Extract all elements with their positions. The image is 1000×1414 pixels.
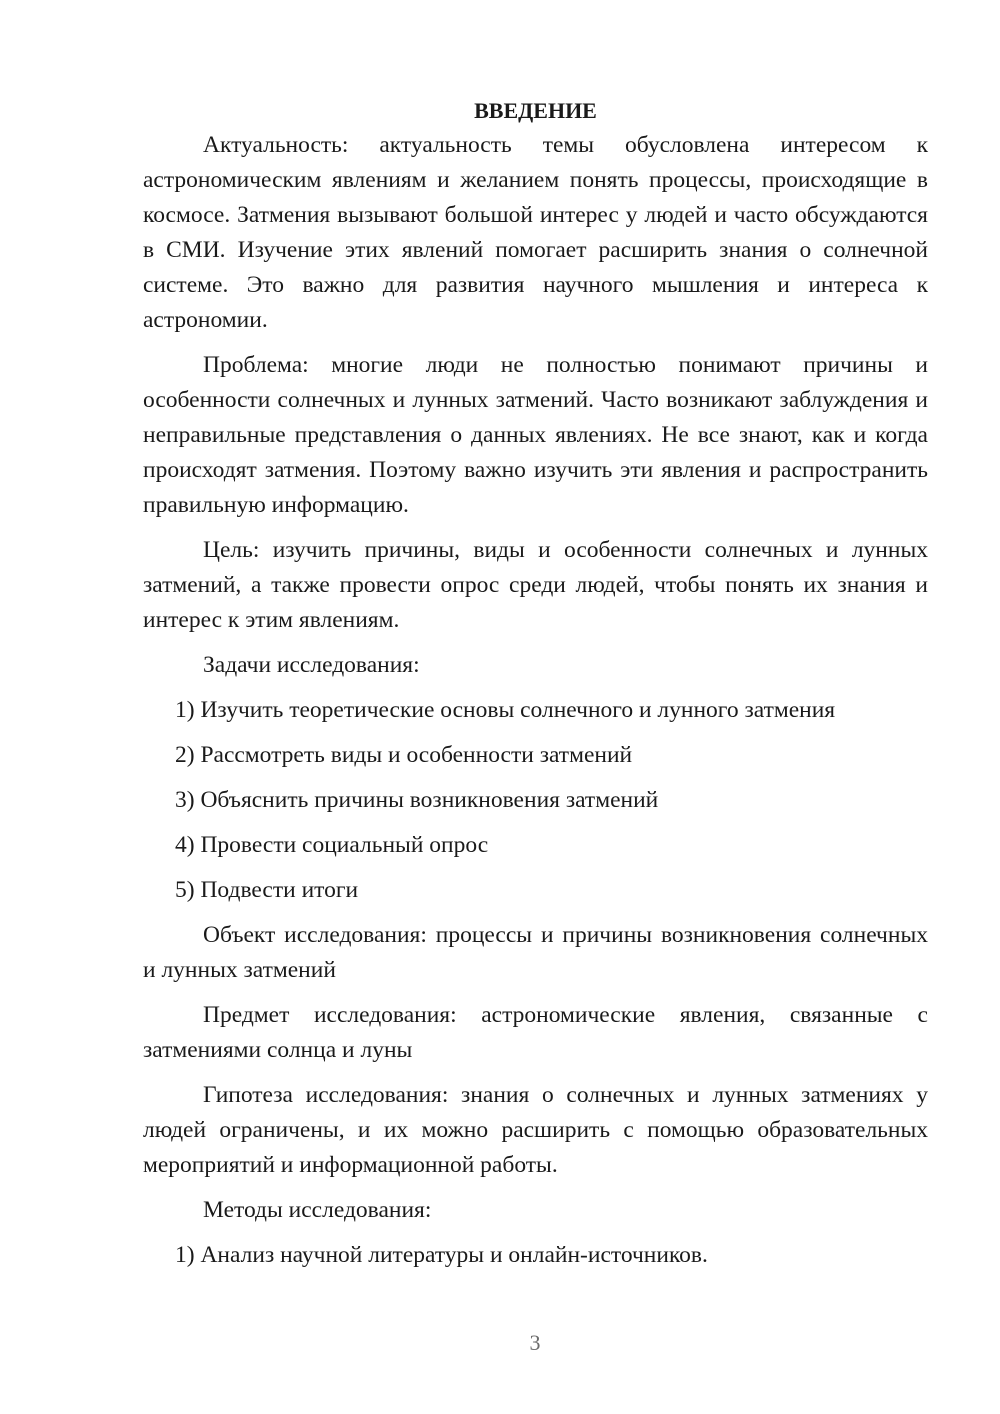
- method-item: 1) Анализ научной литературы и онлайн-источников.: [175, 1242, 708, 1268]
- task-item: 4) Провести социальный опрос: [175, 832, 489, 858]
- subject-paragraph: Предмет исследования: астрономические явления, связанные с затмениями солнца и луны: [143, 1002, 928, 1063]
- tasks-list: [143, 693, 928, 908]
- task-item: 2) Рассмотреть виды и особенности затмений: [175, 742, 633, 768]
- page-number: 3: [529, 1330, 541, 1355]
- tasks-heading: Задачи исследования:: [203, 652, 420, 678]
- page-content: [143, 93, 928, 1273]
- section-title: ВВЕДЕНИЕ: [474, 98, 597, 123]
- object-paragraph: Объект исследования: процессы и причины возникновения солнечных и лунных затмений: [143, 922, 928, 983]
- hypothesis-paragraph: Гипотеза исследования: знания о солнечных и лунных затмениях у людей ограничены, и их можно расширить с помощью образовательных мероприятий и информационной работы.: [143, 1082, 928, 1178]
- task-item: 1) Изучить теоретические основы солнечного и лунного затмения: [175, 697, 836, 723]
- methods-heading: Методы исследования:: [203, 1197, 432, 1223]
- problem-paragraph: Проблема: многие люди не полностью понимают причины и особенности солнечных и лунных затмений. Часто возникают заблуждения и неправильные представления о данных явлениях. Не все знают, как и когда происходят затмения. Поэтому важно изучить эти явления и распространить правильную информацию.: [143, 352, 928, 518]
- methods-list: [143, 1238, 928, 1273]
- task-item: 3) Объяснить причины возникновения затмений: [175, 787, 659, 813]
- relevance-paragraph: Актуальность: актуальность темы обусловлена интересом к астрономическим явлениям и желанием понять процессы, происходящие в космосе. Затмения вызывают большой интерес у людей и часто обсуждаются в СМИ. Изучение этих явлений помогает расширить знания о солнечной системе. Это важно для развития научного мышления и интереса к астрономии.: [143, 132, 928, 333]
- goal-paragraph: Цель: изучить причины, виды и особенности солнечных и лунных затмений, а также провести опрос среди людей, чтобы понять их знания и интерес к этим явлениям.: [143, 537, 928, 633]
- task-item: 5) Подвести итоги: [175, 877, 359, 903]
